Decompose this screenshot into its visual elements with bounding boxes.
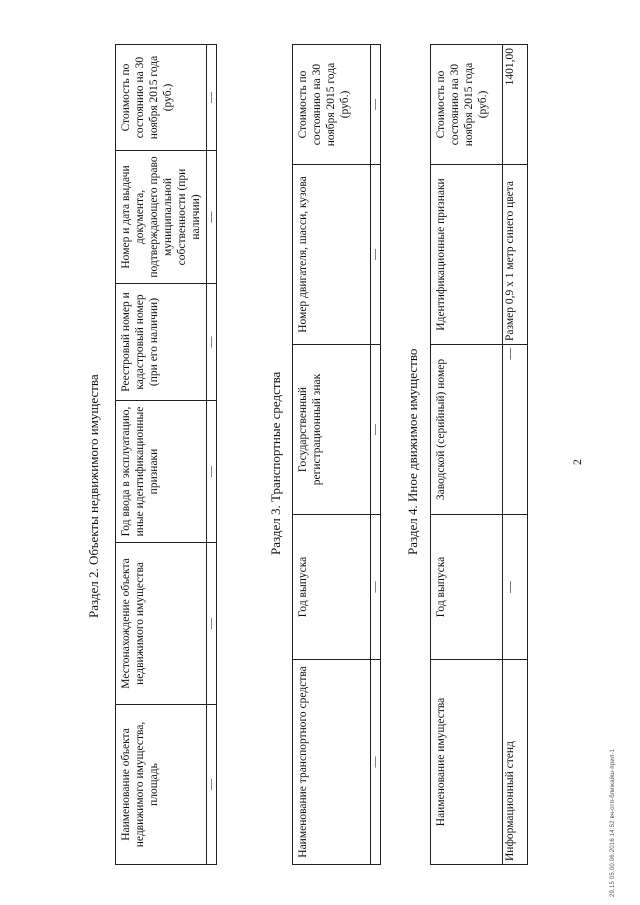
s4-cell-item-name: Информационный стенд xyxy=(503,660,528,865)
s4-header-serial: Заводской (серийный) номер xyxy=(431,345,503,515)
s3-header-year: Год выпуска xyxy=(293,515,371,660)
s3-header-cost: Стоимость по состоянию на 30 ноября 2015 года (руб.) xyxy=(293,45,371,165)
section4-title: Раздел 4. Иное движимое имущество xyxy=(405,348,420,555)
s2-header-year: Год ввода в эксплуатацию, иные идентификационные признаки xyxy=(116,401,207,543)
print-stamp: 29.15 05.00.06.2016 14:52 вч-отп-ближайш-прил-1 xyxy=(610,748,616,897)
s4-cell-features: Размер 0,9 х 1 метр синего цвета xyxy=(503,165,528,345)
s4-header-cost: Стоимость по состоянию на 30 ноября 2015 года (руб.) xyxy=(431,45,503,165)
s2-cell: — xyxy=(207,151,217,284)
page-number: 2 xyxy=(570,459,584,465)
s3-header-engine: Номер двигателя, шасси, кузова xyxy=(293,165,371,345)
s3-cell: — xyxy=(371,515,381,660)
s2-cell: — xyxy=(207,543,217,705)
s4-header-year: Год выпуска xyxy=(431,515,503,660)
s2-cell: — xyxy=(207,284,217,401)
s2-cell: — xyxy=(207,45,217,151)
section2-title: Раздел 2. Объекты недвижимого имущества xyxy=(86,374,101,618)
s2-cell: — xyxy=(207,401,217,543)
s4-header-features: Идентификационные признаки xyxy=(431,165,503,345)
s3-cell: — xyxy=(371,165,381,345)
s3-cell: — xyxy=(371,45,381,165)
s2-header-name: Наименование объекта недвижимого имущества, площадь xyxy=(116,705,207,865)
s2-header-cost: Стоимость по состоянию на 30 ноября 2015 года (руб.) xyxy=(116,45,207,151)
s3-header-regnum: Государственный регистрационный знак xyxy=(293,345,371,515)
section3-table xyxy=(292,44,381,865)
section4-table xyxy=(430,44,528,865)
s4-cell-year: — xyxy=(503,515,528,660)
s2-header-registry: Реестровый номер и кадастровый номер (при его наличии) xyxy=(116,284,207,401)
s2-header-location: Местонахождение объекта недвижимого имущества xyxy=(116,543,207,705)
section2-table xyxy=(115,44,217,865)
s3-cell: — xyxy=(371,345,381,515)
s3-cell: — xyxy=(371,660,381,865)
section3-title: Раздел 3. Транспортные средства xyxy=(268,371,283,555)
s2-cell: — xyxy=(207,705,217,865)
s2-header-document: Номер и дата выдачи документа, подтверждающего право муниципальной собственности (при наличии) xyxy=(116,151,207,284)
s4-cell-cost: 1401,00 xyxy=(503,45,528,165)
s4-header-name: Наименование имущества xyxy=(431,660,503,865)
s4-cell-serial: — xyxy=(503,345,528,515)
s3-header-name: Наименование транспортного средства xyxy=(293,660,371,865)
